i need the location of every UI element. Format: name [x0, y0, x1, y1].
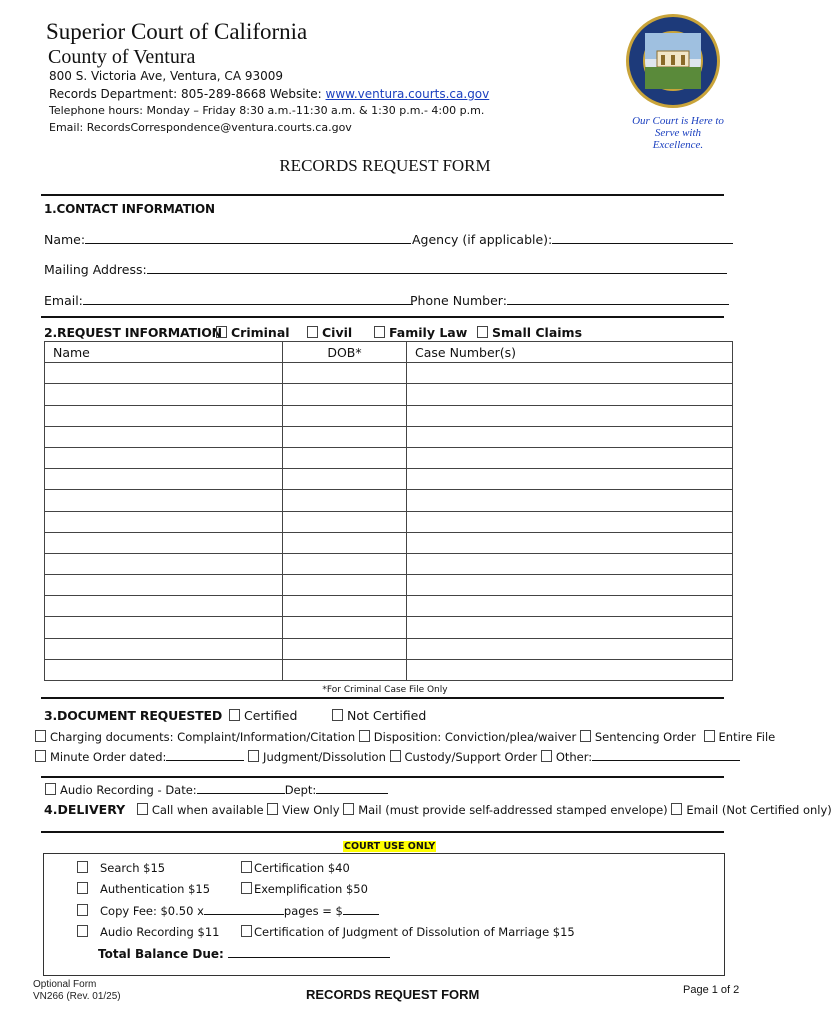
checkbox[interactable] — [343, 803, 354, 815]
fee-copy — [77, 903, 379, 918]
fee-authentication-label: Authentication $15 — [100, 882, 211, 896]
phone-field[interactable] — [507, 291, 729, 305]
dob-cell[interactable] — [283, 617, 407, 638]
total-balance-field[interactable] — [228, 946, 390, 958]
table-row — [45, 511, 733, 532]
minute-order-date-field[interactable] — [166, 749, 244, 761]
fee-cert-judgment — [241, 925, 575, 939]
name-cell[interactable] — [45, 511, 283, 532]
table-row — [45, 638, 733, 659]
total-balance-label: Total Balance Due: — [98, 947, 224, 961]
footer-left — [33, 979, 121, 1003]
divider — [41, 316, 724, 318]
email-field[interactable] — [83, 291, 413, 305]
dob-cell[interactable] — [283, 405, 407, 426]
fee-certification-label: Certification $40 — [254, 861, 350, 875]
checkbox[interactable] — [241, 861, 252, 873]
case-number-cell[interactable] — [407, 617, 733, 638]
checkbox[interactable] — [241, 882, 252, 894]
case-number-cell[interactable] — [407, 596, 733, 617]
divider — [41, 194, 724, 196]
checkbox[interactable] — [229, 709, 240, 721]
name-cell[interactable] — [45, 384, 283, 405]
fee-search-label: Search $15 — [100, 861, 166, 875]
minute-order-label: Minute Order dated: — [50, 750, 167, 764]
case-number-cell[interactable] — [407, 447, 733, 468]
footer-title: RECORDS REQUEST FORM — [306, 987, 480, 1002]
table-row — [45, 384, 733, 405]
entire-file-label: Entire File — [718, 730, 776, 744]
email-label: Email: — [44, 293, 83, 308]
records-dept-text: Records Department: 805-289-8668 Website: — [49, 87, 326, 101]
delivery-heading: 4.DELIVERY — [44, 802, 126, 817]
dob-cell[interactable] — [283, 447, 407, 468]
case-number-cell[interactable] — [407, 363, 733, 384]
checkbox[interactable] — [374, 326, 385, 338]
name-cell[interactable] — [45, 469, 283, 490]
tagline — [630, 115, 726, 151]
checkbox[interactable] — [77, 882, 88, 894]
dob-cell[interactable] — [283, 596, 407, 617]
name-cell[interactable] — [45, 553, 283, 574]
case-number-cell[interactable] — [407, 511, 733, 532]
table-row — [45, 553, 733, 574]
table-row — [45, 447, 733, 468]
dob-cell[interactable] — [283, 638, 407, 659]
case-number-cell[interactable] — [407, 490, 733, 511]
optional-form-label: Optional Form — [33, 979, 97, 990]
name-cell[interactable] — [45, 638, 283, 659]
checkbox[interactable] — [248, 750, 259, 762]
fee-audio-label: Audio Recording $11 — [100, 925, 220, 939]
name-row — [44, 230, 411, 247]
table-row — [45, 617, 733, 638]
document-line-1 — [35, 730, 775, 744]
dob-cell[interactable] — [283, 363, 407, 384]
name-cell[interactable] — [45, 659, 283, 680]
name-label: Name: — [44, 232, 86, 247]
type-civil[interactable] — [307, 325, 352, 340]
delivery-view-label: View Only — [282, 803, 340, 817]
fee-exemplification — [241, 882, 368, 896]
type-civil-label: Civil — [322, 325, 353, 340]
county-name: County of Ventura — [48, 46, 196, 68]
dob-cell[interactable] — [283, 553, 407, 574]
col-name-header: Name — [45, 342, 283, 363]
table-header-row — [45, 342, 733, 363]
fee-search — [77, 861, 165, 875]
judgment-label: Judgment/Dissolution — [263, 750, 386, 764]
court-address: 800 S. Victoria Ave, Ventura, CA 93009 — [49, 69, 284, 83]
not-certified-label: Not Certified — [347, 708, 427, 723]
dob-cell[interactable] — [283, 469, 407, 490]
dob-cell[interactable] — [283, 532, 407, 553]
checkbox[interactable] — [477, 326, 488, 338]
email-row — [44, 291, 413, 308]
table-row — [45, 405, 733, 426]
checkbox[interactable] — [241, 925, 252, 937]
name-cell[interactable] — [45, 363, 283, 384]
total-balance — [98, 946, 390, 961]
type-criminal[interactable] — [216, 325, 290, 340]
case-number-cell[interactable] — [407, 469, 733, 490]
checkbox[interactable] — [35, 730, 46, 742]
agency-field[interactable] — [552, 230, 733, 244]
name-cell[interactable] — [45, 405, 283, 426]
other-label: Other: — [555, 750, 593, 764]
document-heading: 3.DOCUMENT REQUESTED — [44, 708, 223, 723]
case-number-cell[interactable] — [407, 532, 733, 553]
table-row — [45, 659, 733, 680]
case-number-cell[interactable] — [407, 384, 733, 405]
dob-cell[interactable] — [283, 575, 407, 596]
phone-label: Phone Number: — [410, 293, 507, 308]
fee-certification — [241, 861, 350, 875]
name-cell[interactable] — [45, 575, 283, 596]
criminal-footnote: *For Criminal Case File Only — [322, 685, 448, 695]
table-row — [45, 596, 733, 617]
checkbox[interactable] — [704, 730, 715, 742]
case-number-cell[interactable] — [407, 405, 733, 426]
checkbox[interactable] — [541, 750, 552, 762]
delivery-email-label: Email (Not Certified only) — [686, 803, 832, 817]
custody-label: Custody/Support Order — [404, 750, 538, 764]
form-number: VN266 (Rev. 01/25) — [33, 991, 121, 1002]
phone-row — [410, 291, 729, 308]
not-certified-option[interactable] — [332, 708, 426, 723]
case-number-cell[interactable] — [407, 426, 733, 447]
delivery-mail-label: Mail (must provide self-addressed stamped envelope) — [358, 803, 668, 817]
mailing-row — [44, 260, 727, 277]
checkbox[interactable] — [267, 803, 278, 815]
certified-option[interactable] — [229, 708, 297, 723]
delivery-line — [44, 802, 832, 817]
type-family-law-label: Family Law — [389, 325, 468, 340]
dob-cell[interactable] — [283, 490, 407, 511]
court-name: Superior Court of California — [46, 19, 308, 44]
dept-label: Dept: — [284, 783, 317, 797]
delivery-call-label: Call when available — [151, 803, 264, 817]
checkbox[interactable] — [359, 730, 370, 742]
name-cell[interactable] — [45, 532, 283, 553]
name-cell[interactable] — [45, 617, 283, 638]
name-cell[interactable] — [45, 490, 283, 511]
table-row — [45, 575, 733, 596]
fee-cert-judgment-label: Certification of Judgment of Dissolution of Marriage $15 — [254, 925, 575, 939]
copy-amount-field[interactable] — [343, 903, 379, 915]
agency-row — [412, 230, 733, 247]
col-case-header: Case Number(s) — [407, 342, 733, 363]
audio-date-field[interactable] — [197, 782, 285, 794]
phone-hours: Telephone hours: Monday – Friday 8:30 a.m.-11:30 a.m. & 1:30 p.m.- 4:00 p.m. — [49, 104, 485, 117]
fee-exemplification-label: Exemplification $50 — [254, 882, 368, 896]
dob-cell[interactable] — [283, 426, 407, 447]
checkbox[interactable] — [137, 803, 148, 815]
dob-cell[interactable] — [283, 384, 407, 405]
divider — [41, 697, 724, 699]
copy-count-field[interactable] — [204, 903, 284, 915]
checkbox[interactable] — [307, 326, 318, 338]
disposition-label: Disposition: Conviction/plea/waiver — [373, 730, 577, 744]
checkbox[interactable] — [332, 709, 343, 721]
audio-line — [45, 782, 388, 797]
type-family-law[interactable] — [374, 325, 467, 340]
checkbox[interactable] — [77, 861, 88, 873]
name-cell[interactable] — [45, 426, 283, 447]
checkbox[interactable] — [580, 730, 591, 742]
mailing-field[interactable] — [147, 260, 727, 274]
dept-field[interactable] — [316, 782, 388, 794]
certified-label: Certified — [244, 708, 298, 723]
checkbox[interactable] — [390, 750, 401, 762]
checkbox[interactable] — [77, 904, 88, 916]
name-cell[interactable] — [45, 596, 283, 617]
page-number: Page 1 of 2 — [683, 984, 740, 996]
table-row — [45, 363, 733, 384]
audio-date-label: Audio Recording - Date: — [60, 783, 197, 797]
table-row — [45, 469, 733, 490]
name-cell[interactable] — [45, 447, 283, 468]
table-row — [45, 532, 733, 553]
mailing-label: Mailing Address: — [44, 262, 147, 277]
records-dept-line — [49, 87, 489, 101]
fee-pages-label: pages = $ — [283, 904, 343, 918]
dob-cell[interactable] — [283, 511, 407, 532]
agency-label: Agency (if applicable): — [412, 232, 553, 247]
name-field[interactable] — [85, 230, 411, 244]
case-number-cell[interactable] — [407, 659, 733, 680]
court-seal — [626, 14, 720, 108]
divider — [41, 831, 724, 833]
table-row — [45, 426, 733, 447]
checkbox[interactable] — [671, 803, 682, 815]
request-heading: 2.REQUEST INFORMATION — [44, 325, 222, 340]
other-field[interactable] — [592, 749, 740, 761]
tagline-line-2: Serve with Excellence. — [652, 127, 704, 151]
website-link[interactable]: www.ventura.courts.ca.gov — [325, 87, 490, 101]
fee-authentication — [77, 882, 210, 896]
contact-heading: 1.CONTACT INFORMATION — [44, 202, 215, 216]
type-criminal-label: Criminal — [231, 325, 290, 340]
case-number-cell[interactable] — [407, 638, 733, 659]
dob-cell[interactable] — [283, 659, 407, 680]
request-table — [44, 341, 733, 681]
case-number-cell[interactable] — [407, 553, 733, 574]
table-row — [45, 490, 733, 511]
form-title: RECORDS REQUEST FORM — [279, 156, 491, 175]
fee-copy-label: Copy Fee: $0.50 x — [100, 904, 204, 918]
sentencing-label: Sentencing Order — [594, 730, 696, 744]
checkbox[interactable] — [216, 326, 227, 338]
email-line: Email: RecordsCorrespondence@ventura.courts.ca.gov — [49, 121, 352, 134]
col-dob-header: DOB* — [283, 342, 407, 363]
checkbox[interactable] — [35, 750, 46, 762]
case-number-cell[interactable] — [407, 575, 733, 596]
tagline-line-1: Our Court is Here to — [632, 115, 724, 127]
type-small-claims[interactable] — [477, 325, 582, 340]
fee-audio — [77, 925, 219, 939]
court-use-heading: COURT USE ONLY — [344, 841, 436, 852]
charging-docs-label: Charging documents: Complaint/Information/Citation — [50, 730, 356, 744]
checkbox[interactable] — [45, 783, 56, 795]
type-small-claims-label: Small Claims — [492, 325, 583, 340]
document-line-2 — [35, 749, 740, 764]
checkbox[interactable] — [77, 925, 88, 937]
divider — [41, 776, 724, 778]
